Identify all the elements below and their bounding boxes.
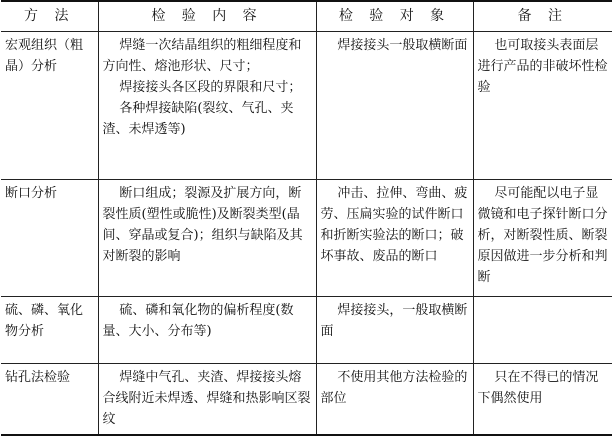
content-line: 焊缝一次结晶组织的粗细程度和方向性、熔池形状、尺寸； [102, 37, 302, 74]
header-row [1, 1, 612, 31]
table-row [1, 31, 612, 180]
content-cell [98, 364, 316, 435]
content-line: 焊缝中气孔、夹渣、焊接接头熔合线附近未焊透、焊缝和热影响区裂纹 [102, 370, 311, 428]
method-cell: 断口分析 [1, 180, 98, 296]
header-object: 检 验 对 象 [316, 1, 473, 31]
header-method: 方 法 [1, 1, 98, 31]
remarks-cell [473, 364, 612, 435]
inspection-table [1, 0, 612, 436]
object-cell [316, 364, 473, 435]
remarks-text: 尽可能配以电子显微镜和电子探针断口分析，对断裂性质、断裂原因做进一步分析和判断 [477, 186, 608, 286]
content-cell [98, 296, 316, 364]
remarks-cell [473, 296, 612, 364]
content-line: 断口组成；裂源及扩展方向，断裂性质(塑性或脆性)及断裂类型(晶间、穿晶或复合)；组织与缺陷及其对断裂的影响 [102, 186, 303, 265]
method-cell: 硫、磷、氧化物分析 [1, 296, 98, 364]
object-text: 焊接接头一般取横断面 [337, 37, 468, 53]
table-row [1, 296, 612, 364]
remarks-cell [473, 180, 612, 296]
method-cell: 宏观组织（粗晶）分析 [1, 31, 98, 180]
object-text: 不使用其他方法检验的部位 [320, 370, 468, 407]
content-line: 各种焊接缺陷(裂纹、气孔、夹渣、未焊透等) [102, 100, 294, 137]
table-row [1, 180, 612, 296]
content-cell [98, 31, 316, 180]
object-text: 冲击、拉伸、弯曲、疲劳、压扁实验的试件断口和折断实验法的断口；破坏事故、废品的断口 [320, 186, 468, 265]
remarks-text: 也可取接头表面层进行产品的非破坏性检验 [477, 37, 608, 95]
object-cell [316, 180, 473, 296]
remarks-cell [473, 31, 612, 180]
content-cell [98, 180, 316, 296]
header-content: 检 验 内 容 [98, 1, 316, 31]
object-cell [316, 296, 473, 364]
object-text: 焊接接头，一般取横断面 [320, 302, 468, 339]
object-cell [316, 31, 473, 180]
content-line: 硫、磷和氧化物的偏析程度(数量、大小、分布等) [102, 302, 294, 339]
table-row [1, 364, 612, 435]
content-line: 焊接接头各区段的界限和尺寸； [119, 79, 302, 95]
remarks-text: 只在不得已的情况下偶然使用 [477, 370, 599, 407]
header-remarks: 备 注 [473, 1, 612, 31]
method-cell: 钻孔法检验 [1, 364, 98, 435]
